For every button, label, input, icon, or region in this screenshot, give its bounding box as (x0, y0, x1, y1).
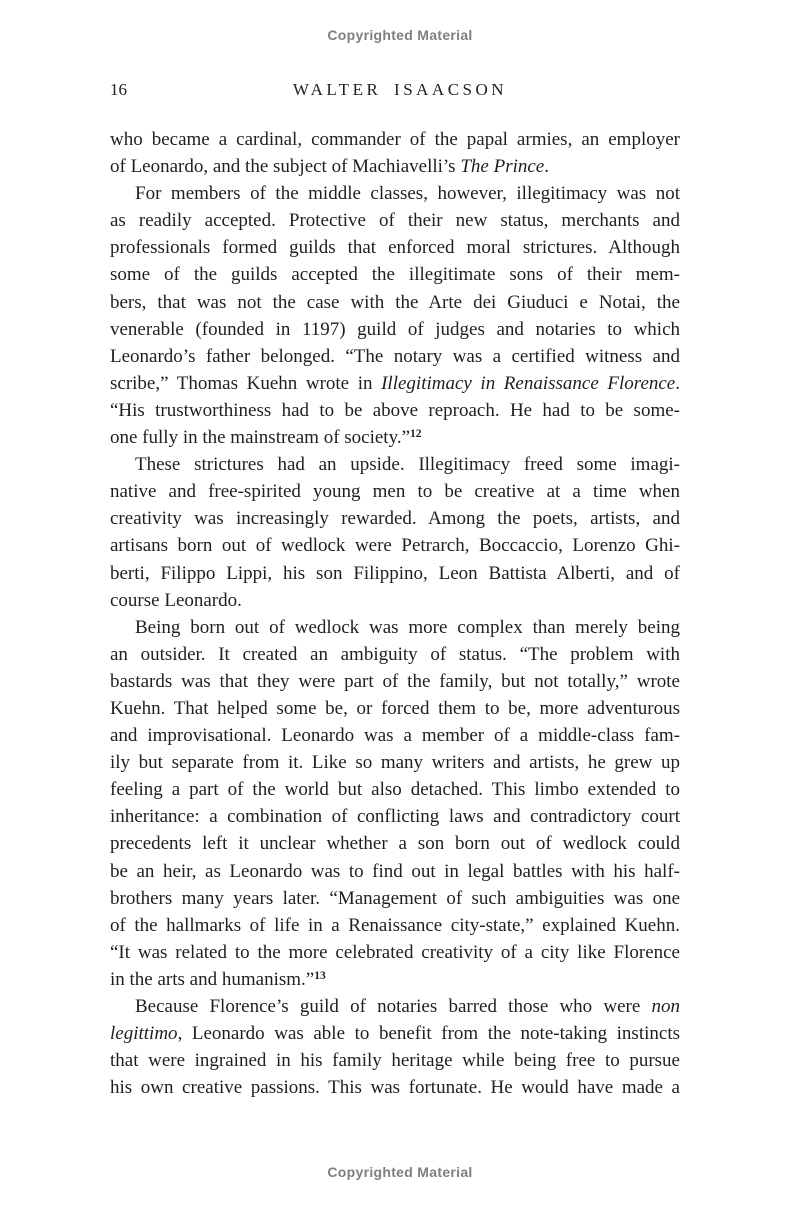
text-line: scribe,” Thomas Kuehn wrote in Illegitimacy in Renaissance Florence. (110, 372, 680, 394)
text-line: native and free-spirited young men to be creative at a time when (110, 481, 680, 503)
copyright-notice-top: Copyrighted Material (327, 27, 473, 43)
text-line: Because Florence’s guild of notaries barred those who were non (135, 996, 680, 1017)
text-line: venerable (founded in 1197) guild of judges and notaries to which (110, 318, 680, 340)
text-line: of the hallmarks of life in a Renaissance city-state,” explained Kuehn. (110, 914, 680, 936)
text-line: an outsider. It created an ambiguity of status. “The problem with (110, 643, 680, 665)
text-line: legittimo, Leonardo was able to benefit from the note-taking instincts (110, 1023, 680, 1045)
text-line: Kuehn. That helped some be, or forced them to be, more adventurous (110, 697, 680, 719)
text-line: one fully in the mainstream of society.”$^{12}$ (110, 427, 422, 449)
footnote-reference: 12 (410, 428, 422, 441)
text-line: artisans born out of wedlock were Petrarch, Boccaccio, Lorenzo Ghi- (110, 535, 680, 557)
page-number: 16 (110, 80, 127, 99)
text-line: of Leonardo, and the subject of Machiavelli’s The Prince. (110, 156, 549, 178)
text-line: For members of the middle classes, however, illegitimacy was not (135, 183, 680, 205)
text-line: brothers many years later. “Management of such ambiguities was one (110, 887, 680, 909)
text-line: ily but separate from it. Like so many writers and artists, he grew up (110, 752, 680, 774)
text-line: precedents left it unclear whether a son born out of wedlock could (110, 833, 680, 855)
text-line: as readily accepted. Protective of their new status, merchants and (110, 210, 680, 232)
text-line: “His trustworthiness had to be above reproach. He had to be some- (110, 399, 680, 421)
text-line: inheritance: a combination of conflicting laws and contradictory court (110, 806, 680, 828)
text-line: course Leonardo. (110, 589, 242, 611)
text-line: that were ingrained in his family heritage while being free to pursue (110, 1050, 680, 1072)
text-line: berti, Filippo Lippi, his son Filippino, Leon Battista Alberti, and of (110, 562, 680, 584)
text-line: feeling a part of the world but also detached. This limbo extended to (110, 779, 680, 801)
text-line: bers, that was not the case with the Arte dei Giuduci e Notai, the (110, 291, 680, 313)
body-text (110, 126, 680, 1101)
text-line: be an heir, as Leonardo was to find out in legal battles with his half- (110, 860, 680, 882)
text-line: professionals formed guilds that enforced moral strictures. Although (110, 237, 680, 259)
running-header (0, 80, 800, 100)
text-line: bastards was that they were part of the family, but not totally,” wrote (110, 670, 680, 692)
text-line: Leonardo’s father belonged. “The notary was a certified witness and (110, 345, 680, 367)
footnote-reference: 13 (314, 969, 326, 982)
text-line: some of the guilds accepted the illegitimate sons of their mem- (110, 264, 680, 286)
text-line: creativity was increasingly rewarded. Among the poets, artists, and (110, 508, 680, 530)
text-line: and improvisational. Leonardo was a member of a middle-class fam- (110, 725, 680, 747)
text-line: Being born out of wedlock was more complex than merely being (135, 616, 680, 638)
copyright-notice-bottom: Copyrighted Material (327, 1164, 473, 1180)
text-line: who became a cardinal, commander of the papal armies, an employer (110, 129, 680, 150)
running-header-title: WALTER ISAACSON (292, 80, 508, 99)
text-line: in the arts and humanism.”$^{13}$ (110, 968, 326, 990)
text-line: his own creative passions. This was fortunate. He would have made a (110, 1077, 680, 1099)
text-line: These strictures had an upside. Illegitimacy freed some imagi- (135, 454, 680, 476)
text-line: “It was related to the more celebrated creativity of a city like Florence (110, 941, 680, 963)
